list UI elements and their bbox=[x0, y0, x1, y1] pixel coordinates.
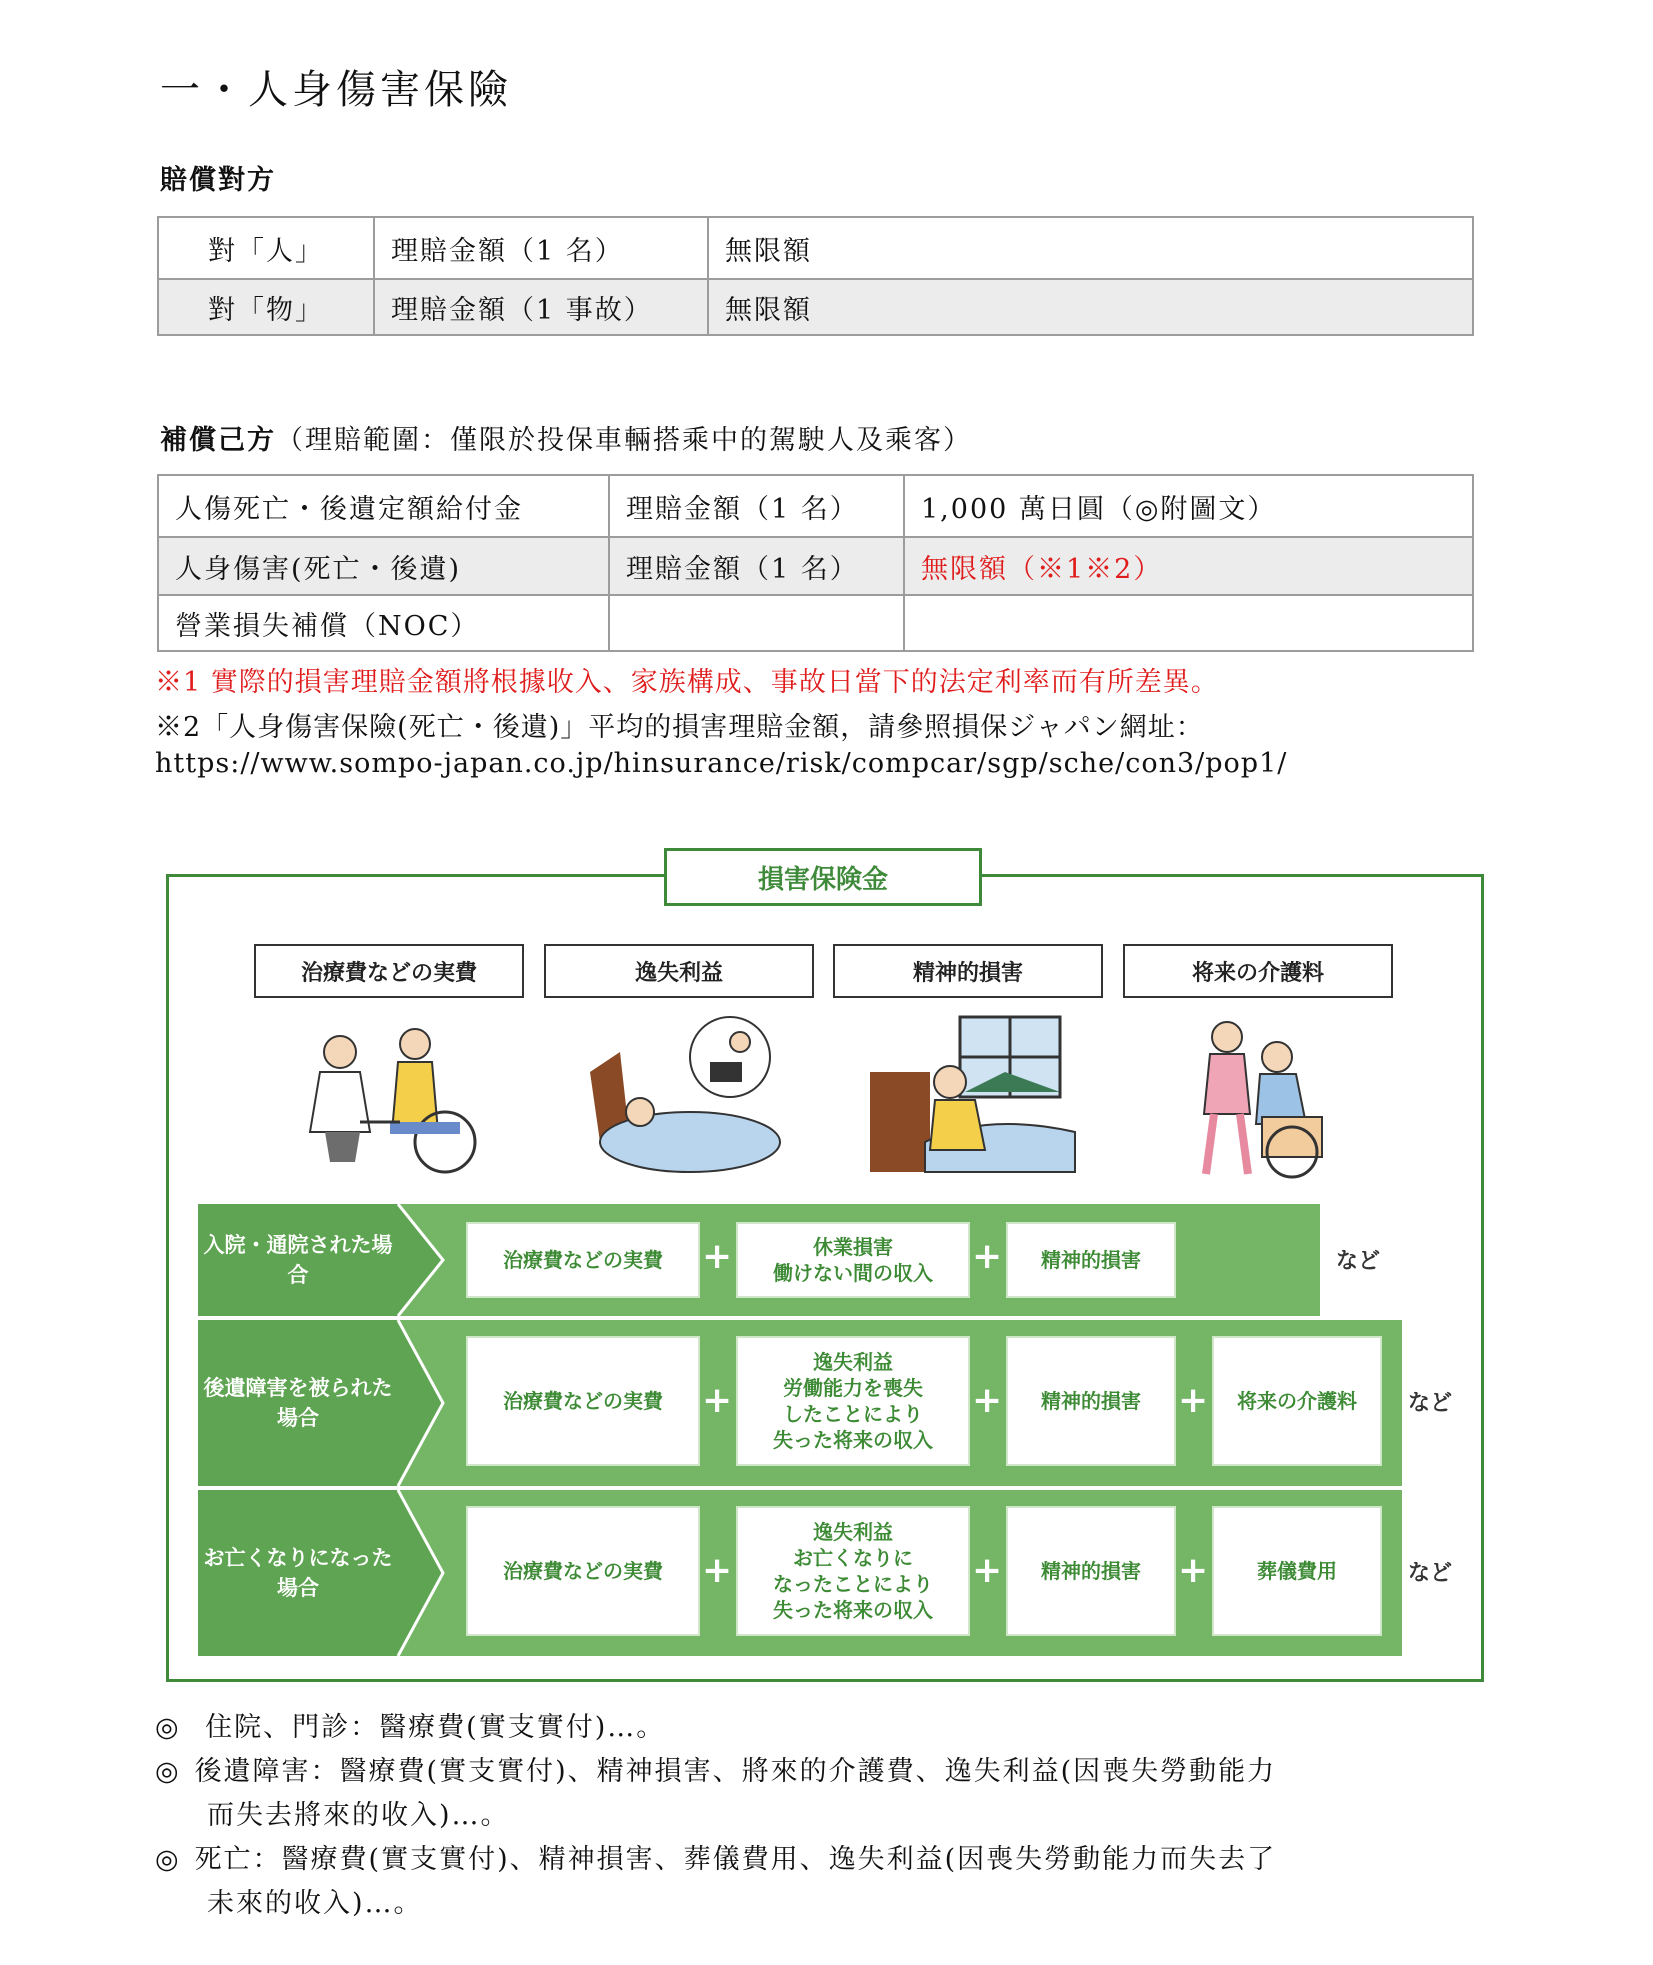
bullet-text: 死亡：醫療費(實支實付)、精神損害、葬儀費用、逸失利益(因喪失勞動能力而失去了 bbox=[194, 1844, 1277, 1875]
category-lost-earnings: 逸失利益 bbox=[544, 944, 814, 998]
table-cell-value-unlimited: 無限額（※1※2） bbox=[904, 537, 1473, 595]
table-cell-label: 理賠金額（1 事故） bbox=[374, 279, 708, 335]
plus-icon: + bbox=[1178, 1550, 1209, 1591]
table-cell-label: 理賠金額（1 名） bbox=[374, 217, 708, 279]
caregiver-wheelchair-illustration bbox=[1152, 1012, 1372, 1182]
benefit-box-lost-future-income: 逸失利益 お亡くなりに なったことにより 失った将来の収入 bbox=[736, 1506, 970, 1636]
row-label-disability: 後遺障害を被られた場合 bbox=[203, 1375, 393, 1430]
table-cell-target: 對「物」 bbox=[158, 279, 374, 335]
table-cell-label bbox=[609, 595, 904, 651]
bullet-text-continued: 而失去將來的收入)…。 bbox=[207, 1800, 510, 1831]
benefit-box-lost-future-income: 逸失利益 労働能力を喪失 したことにより 失った将来の収入 bbox=[736, 1336, 970, 1466]
compensate-other-table bbox=[157, 216, 1474, 336]
plus-icon: + bbox=[702, 1236, 733, 1277]
page-title: 一・人身傷害保險 bbox=[160, 67, 512, 113]
section-heading-text: 補償己方 bbox=[160, 425, 276, 456]
bullet-mark: ◎ bbox=[155, 1712, 181, 1743]
bullet-text: 住院、門診：醫療費(實支實付)…。 bbox=[205, 1712, 666, 1743]
section-heading-note: （理賠範圍：僅限於投保車輛搭乘中的駕駛人及乘客） bbox=[276, 425, 972, 456]
table-cell-target: 對「人」 bbox=[158, 217, 374, 279]
doctor-wheelchair-illustration bbox=[280, 1012, 500, 1182]
category-future-care: 将来の介護料 bbox=[1123, 944, 1393, 998]
bullet-text: 後遺障害：醫療費(實支實付)、精神損害、將來的介護費、逸失利益(因喪失勞動能力 bbox=[194, 1756, 1277, 1787]
table-cell-item: 人傷死亡・後遺定額給付金 bbox=[158, 475, 609, 537]
benefit-box-mental-damage: 精神的損害 bbox=[1006, 1336, 1176, 1466]
plus-icon: + bbox=[702, 1380, 733, 1421]
bullet-mark: ◎ bbox=[155, 1844, 181, 1875]
benefit-box-funeral-cost: 葬儀費用 bbox=[1212, 1506, 1382, 1636]
reference-url[interactable]: https://www.sompo-japan.co.jp/hinsurance/risk/compcar/sgp/sche/con3/pop1/ bbox=[155, 748, 1288, 779]
table-cell-value: 無限額 bbox=[708, 217, 1473, 279]
benefit-box-lost-wages: 休業損害 働けない間の収入 bbox=[736, 1222, 970, 1298]
row-label-hospitalization: 入院・通院された場合 bbox=[203, 1232, 393, 1287]
plus-icon: + bbox=[972, 1236, 1003, 1277]
table-cell-label: 理賠金額（1 名） bbox=[609, 475, 904, 537]
bullet-death bbox=[155, 1838, 1276, 1926]
footnote-1: ※1 實際的損害理賠金額將根據收入、家族構成、事故日當下的法定利率而有所差異。 bbox=[155, 667, 1219, 698]
benefit-box-mental-damage: 精神的損害 bbox=[1006, 1506, 1176, 1636]
plus-icon: + bbox=[1178, 1380, 1209, 1421]
bullet-mark: ◎ bbox=[155, 1756, 181, 1787]
row-suffix: など bbox=[1336, 1249, 1381, 1274]
plus-icon: + bbox=[702, 1550, 733, 1591]
benefit-box-future-care: 将来の介護料 bbox=[1212, 1336, 1382, 1466]
figure-title: 損害保険金 bbox=[664, 848, 982, 906]
footnote-2: ※2「人身傷害保險(死亡・後遺)」平均的損害理賠金額，請參照損保ジャパン網址： bbox=[155, 712, 1204, 743]
category-mental-damage: 精神的損害 bbox=[833, 944, 1103, 998]
bullet-hospitalization bbox=[155, 1706, 665, 1750]
table-cell-item: 營業損失補償（NOC） bbox=[158, 595, 609, 651]
benefit-box-medical-cost: 治療費などの実費 bbox=[466, 1506, 700, 1636]
benefit-box-mental-damage: 精神的損害 bbox=[1006, 1222, 1176, 1298]
row-label-death: お亡くなりになった場合 bbox=[203, 1545, 393, 1600]
table-cell-item: 人身傷害(死亡・後遺) bbox=[158, 537, 609, 595]
table-cell-label: 理賠金額（1 名） bbox=[609, 537, 904, 595]
compensate-self-table bbox=[157, 474, 1474, 652]
section-heading-compensate-self bbox=[160, 418, 972, 457]
table-cell-value bbox=[904, 595, 1473, 651]
plus-icon: + bbox=[972, 1380, 1003, 1421]
bullet-text-continued: 未來的收入)…。 bbox=[207, 1888, 423, 1919]
patient-bed-phone-illustration bbox=[865, 1012, 1085, 1182]
row-suffix: など bbox=[1408, 1391, 1453, 1416]
category-medical-cost: 治療費などの実費 bbox=[254, 944, 524, 998]
table-cell-value: 無限額 bbox=[708, 279, 1473, 335]
benefit-box-medical-cost: 治療費などの実費 bbox=[466, 1222, 700, 1298]
plus-icon: + bbox=[972, 1550, 1003, 1591]
bullet-disability bbox=[155, 1750, 1276, 1838]
hospital-bed-laptop-illustration bbox=[580, 1012, 800, 1182]
section-heading-compensate-other: 賠償對方 bbox=[160, 165, 276, 196]
benefit-box-medical-cost: 治療費などの実費 bbox=[466, 1336, 700, 1466]
table-cell-value: 1,000 萬日圓（◎附圖文） bbox=[904, 475, 1473, 537]
row-suffix: など bbox=[1408, 1561, 1453, 1586]
